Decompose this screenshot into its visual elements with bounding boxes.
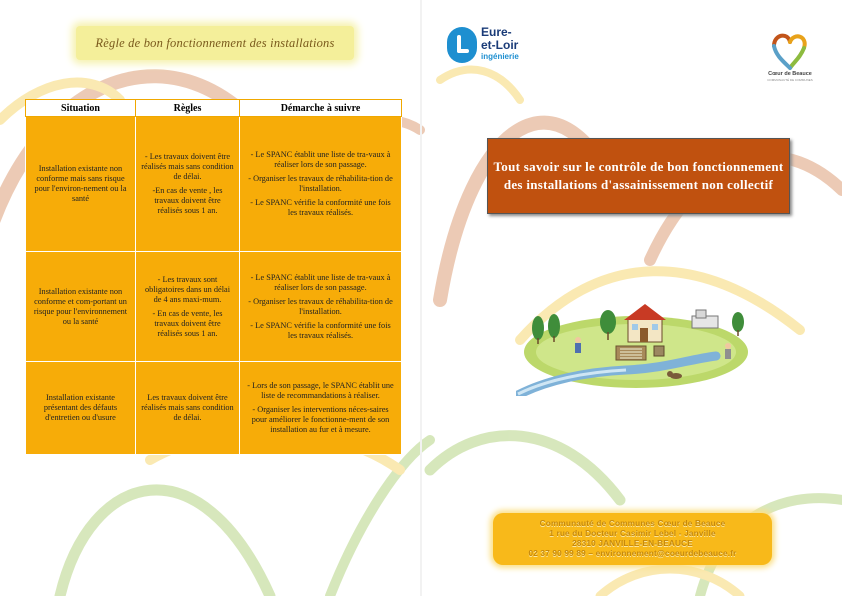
cell-demarche — [240, 117, 402, 252]
rules-table — [25, 99, 402, 455]
main-title: Tout savoir sur le contrôle de bon fonctionnement des installations d'assainissement non collectif — [493, 159, 784, 192]
coeur-de-beauce-sub: COMMUNAUTÉ DE COMMUNES — [767, 78, 813, 82]
step-text: - Le SPANC établit une liste de tra-vaux à réaliser lors de son passage. — [250, 150, 391, 169]
eure-et-loir-logo — [447, 25, 533, 69]
section-title-banner — [76, 26, 354, 60]
header-demarche: Démarche à suivre — [240, 100, 402, 117]
step-text: - Le SPANC établit une liste de tra-vaux à réaliser lors de son passage. — [250, 272, 391, 292]
table-row — [26, 117, 402, 252]
step-text: - Lors de son passage, le SPANC établit une liste de recommandations à réaliser. — [247, 381, 394, 400]
sanitation-illustration — [516, 300, 752, 396]
rule-text: -En cas de vente , les travaux doivent être réalisés sous 1 an. — [152, 186, 223, 215]
contact-line: 1 rue du Docteur Casimir Lebel - Janville — [549, 529, 716, 538]
logo-text-line2: et-Loir — [481, 38, 519, 52]
heart-logo-icon — [762, 28, 818, 72]
contact-line: 02 37 90 99 89 – environnement@coeurdebeauce.fr — [528, 549, 737, 558]
cell-situation: Installation existante non conforme et com-portant un risque pour l'environnement ou la santé — [26, 252, 136, 362]
cell-situation: Installation existante présentant des défauts d'entretien ou d'usure — [26, 362, 136, 455]
step-text: - Organiser les travaux de réhabilita-tion de l'installation. — [248, 174, 393, 193]
header-regles: Règles — [136, 100, 240, 117]
logo-text-line3: ingénierie — [481, 52, 519, 61]
cell-demarche — [240, 252, 402, 362]
cell-regles — [136, 362, 240, 455]
eure-et-loir-badge-icon — [447, 27, 477, 63]
contact-box — [493, 513, 772, 565]
coeur-de-beauce-label: Cœur de Beauce — [768, 71, 812, 77]
logo-text-line1: Eure- — [481, 25, 512, 39]
rule-text: - Les travaux doivent être réalisés mais sans condition de délai. — [141, 152, 234, 181]
contact-line: Communauté de Communes Cœur de Beauce — [539, 519, 726, 528]
main-title-box — [487, 138, 790, 214]
cell-regles — [136, 117, 240, 252]
table-row — [26, 362, 402, 455]
coeur-de-beauce-logo — [762, 28, 818, 86]
step-text: - Le SPANC vérifie la conformité une fois les travaux réalisés. — [250, 198, 391, 217]
cell-situation: Installation existante non conforme mais sans risque pour l'environ-nement ou la santé — [26, 117, 136, 252]
cell-regles — [136, 252, 240, 362]
step-text: - Organiser les interventions néces-saires pour améliorer le fonctionne-ment de son installation au fur et à mesure. — [251, 405, 390, 434]
table-header-row — [26, 100, 402, 117]
cell-demarche — [240, 362, 402, 455]
section-title: Règle de bon fonctionnement des installations — [95, 35, 335, 50]
table-row — [26, 252, 402, 362]
contact-line: 28310 JANVILLE-EN-BEAUCE — [572, 539, 693, 548]
header-situation: Situation — [26, 100, 136, 117]
step-text: - Le SPANC vérifie la conformité une fois les travaux réalisés. — [250, 320, 391, 340]
step-text: - Organiser les travaux de réhabilita-tion de l'installation. — [248, 296, 393, 316]
rule-text: - En cas de vente, les travaux doivent être réalisés sous 1 an. — [152, 308, 223, 338]
rule-text: - Les travaux sont obligatoires dans un délai de 4 ans maxi-mum. — [144, 274, 231, 304]
rule-text: Les travaux doivent être réalisés mais sans condition de délai. — [141, 393, 234, 422]
